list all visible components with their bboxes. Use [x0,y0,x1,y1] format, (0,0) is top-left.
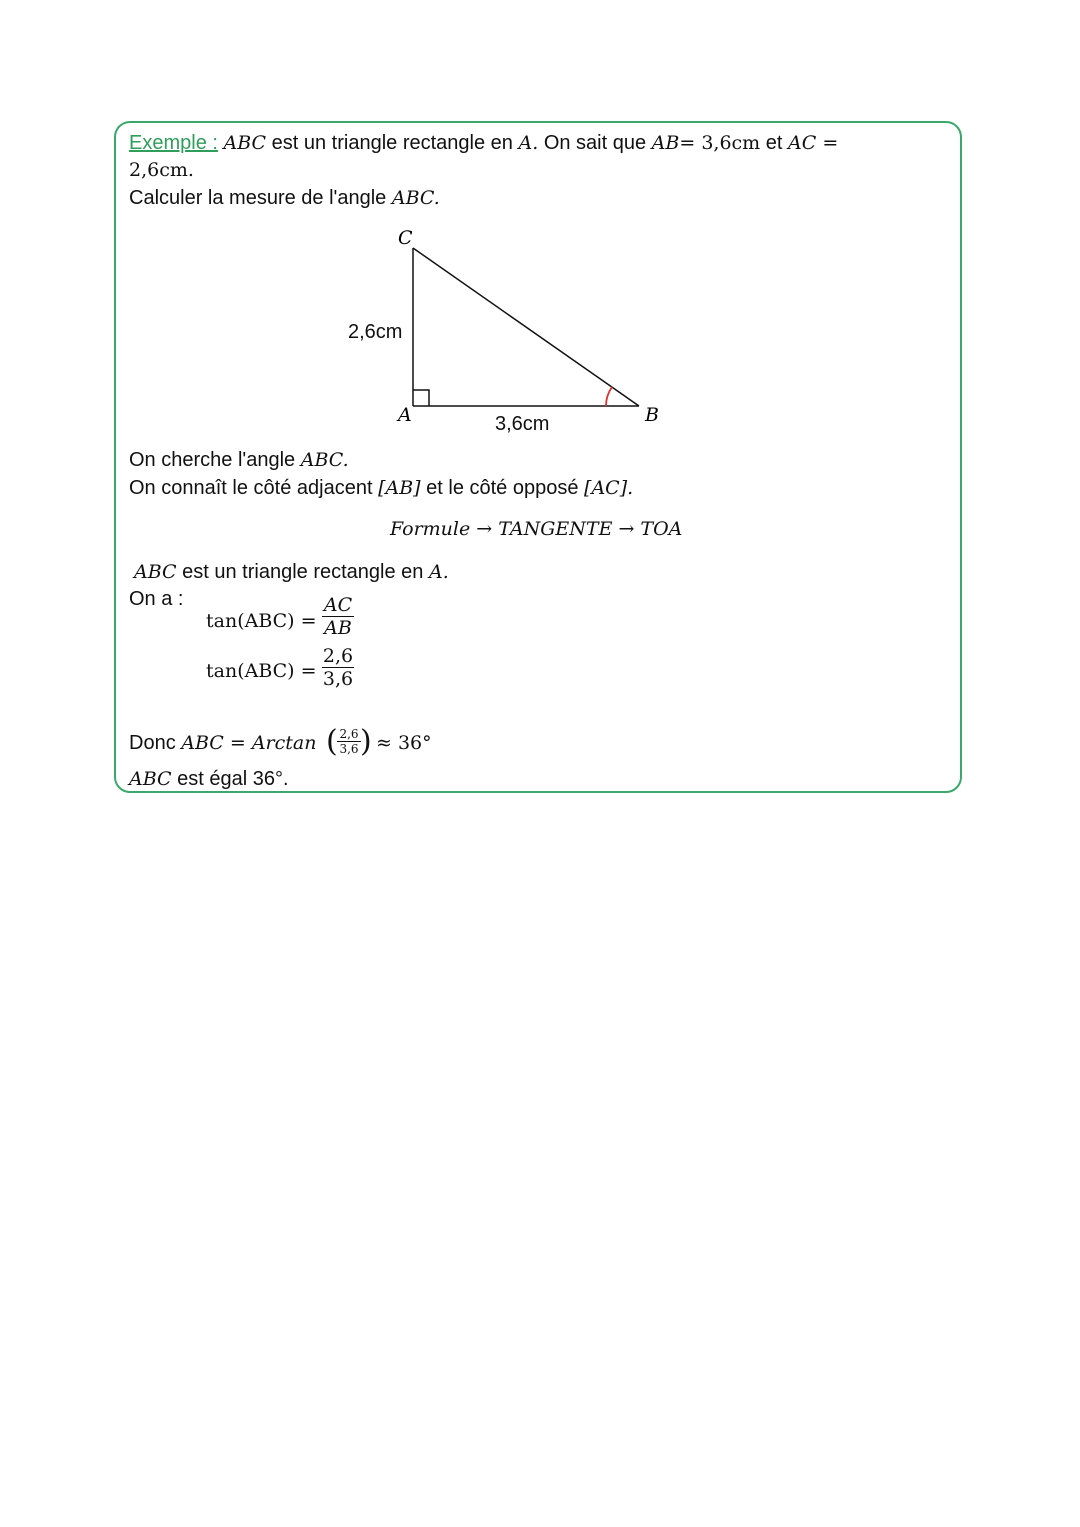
angle-b-arc [606,387,612,406]
arctan-close-paren: ) [360,724,372,759]
solution-triangle: ABC [134,561,177,583]
arctan-expression: ABC = Arctan [181,732,317,754]
tan-fraction-2 [322,645,354,690]
vertex-c-label: C [398,227,413,249]
statement-text: est un triangle rectangle en [271,132,513,154]
conclusion-text: est égal 36°. [177,768,289,790]
arctan-open-paren: ( [326,724,338,759]
on-a-label: On a : [129,588,184,610]
triangle-name: ABC [223,132,267,154]
question-angle: ABC. [391,187,440,209]
segment-ac: AC = [788,132,839,154]
tan-fraction-1 [322,594,354,639]
solution-text: est un triangle rectangle en [182,561,424,583]
vertex-a-label: A [398,404,412,426]
reasoning-line-1 [129,450,349,470]
right-angle-mark [413,390,429,406]
vertex-b-label: B [645,404,659,426]
approx-value: ≈ 36° [376,732,432,754]
conclusion-angle: ABC [129,768,172,790]
donc-line [129,733,316,753]
donc-text: Donc [129,732,176,754]
ac-length: 2,6cm. [129,159,194,181]
side-bc [413,248,639,406]
solution-statement [134,562,449,582]
reasoning-angle: ABC. [300,449,349,471]
solution-vertex: A. [428,561,449,583]
reasoning-line-2 [129,478,633,498]
tan-fraction-1-num: AC [323,594,353,616]
side-ac-length: 2,6cm [348,321,403,343]
arctan-fraction-den: 3,6 [337,741,361,756]
conclusion-line [129,769,289,789]
reasoning-text-2a: On connaît le côté adjacent [129,477,373,499]
segment-ab: AB [651,132,680,154]
tan-equation-2-lhs: tan(ABC) = [206,660,317,682]
reasoning-text-2b: et le côté opposé [426,477,579,499]
adjacent-side: [AB] [378,477,421,499]
right-angle-vertex: A. [518,132,539,154]
ab-length: = 3,6cm [679,132,761,154]
tan-fraction-2-den: 3,6 [322,668,354,690]
tan-fraction-2-num: 2,6 [322,645,354,667]
conjunction: et [765,132,783,154]
statement-text-2: On sait que [543,132,647,154]
example-label[interactable]: Exemple : [129,132,218,154]
arctan-fraction-num: 2,6 [339,727,359,741]
tan-equation-1-lhs: tan(ABC) = [206,610,317,632]
arctan-fraction [337,727,361,756]
tan-fraction-1-den: AB [322,616,354,639]
opposite-side: [AC]. [584,477,634,499]
question-text: Calculer la mesure de l'angle [129,187,387,209]
formula-line: Formule → TANGENTE → TOA [390,518,683,540]
reasoning-text-1: On cherche l'angle [129,449,296,471]
side-ab-length: 3,6cm [495,413,550,435]
